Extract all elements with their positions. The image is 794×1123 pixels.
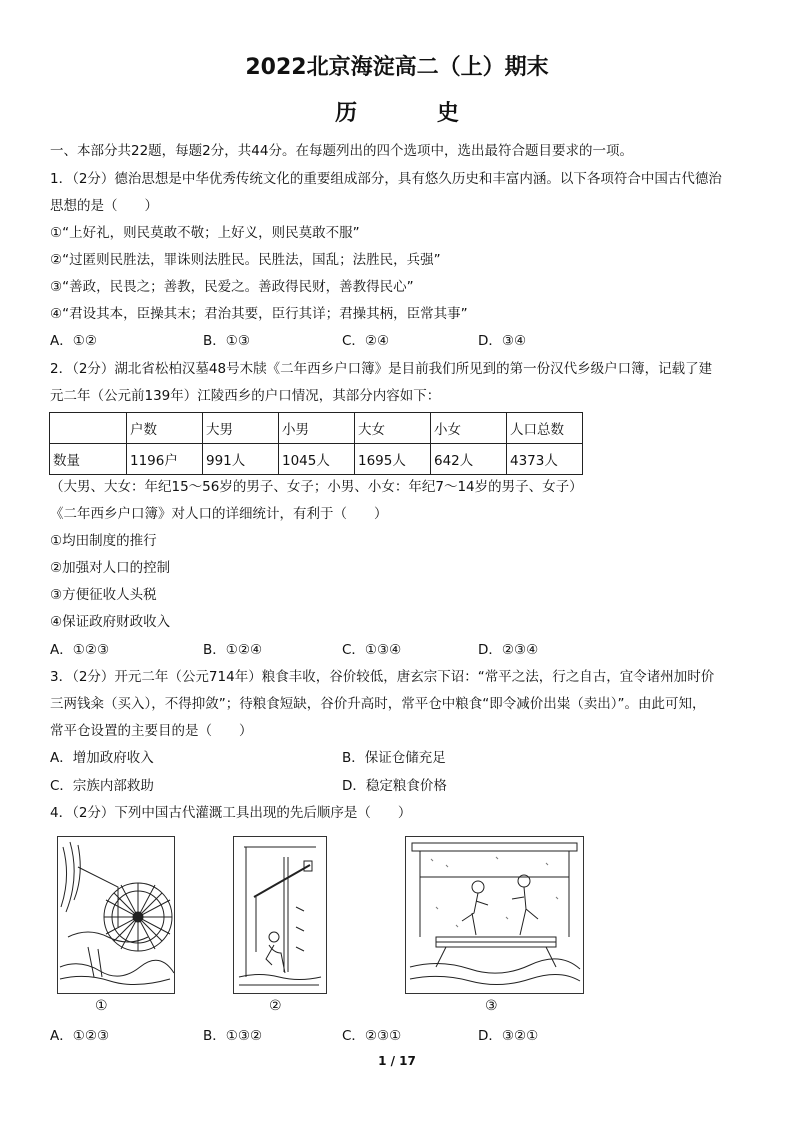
q3-stem-line1: 3．（2分）开元二年（公元714年）粮食丰收，谷价较低，唐玄宗下诏：“常平之法，行之自古，宜令诸州加时价 [50, 669, 715, 685]
table-row [50, 444, 583, 475]
table-cell: 991人 [203, 444, 279, 475]
table-header-cell: 小男 [279, 413, 355, 444]
q1-option-a[interactable]: A．①② [50, 333, 97, 349]
table-cell: 1196户 [127, 444, 203, 475]
table-header-cell [50, 413, 127, 444]
q2-stem-line1: 2．（2分）湖北省松柏汉墓48号木牍《二年西乡户口簿》是目前我们所见到的第一份汉代乡级户口簿，记载了建 [50, 361, 713, 377]
q2-option-d[interactable]: D．②③④ [478, 642, 539, 658]
q2-stem-line2: 元二年（公元前139年）江陵西乡的户口情况，其部分内容如下： [50, 388, 441, 404]
table-cell: 1695人 [355, 444, 431, 475]
q1-option-b[interactable]: B．①③ [203, 333, 250, 349]
table-header-cell: 户数 [127, 413, 203, 444]
census-table [49, 412, 583, 475]
table-cell: 数量 [50, 444, 127, 475]
table-cell: 1045人 [279, 444, 355, 475]
q2-question: 《二年西乡户口簿》对人口的详细统计，有利于（ ） [50, 506, 388, 522]
q1-item-1: ①“上好礼，则民莫敢不敬；上好义，则民莫敢不服” [50, 225, 360, 241]
q2-item-4: ④保证政府财政收入 [50, 614, 171, 630]
q4-option-c[interactable]: C．②③① [342, 1028, 402, 1044]
q2-item-2: ②加强对人口的控制 [50, 560, 171, 576]
table-header-cell: 大男 [203, 413, 279, 444]
q3-option-c[interactable]: C．宗族内部救助 [50, 778, 154, 794]
image-caption-3: ③ [485, 998, 498, 1014]
q3-option-a[interactable]: A．增加政府收入 [50, 750, 154, 766]
section-instructions: 一、本部分共22题，每题2分，共44分。在每题列出的四个选项中，选出最符合题目要求的一项。 [50, 143, 633, 159]
image-caption-2: ② [269, 998, 282, 1014]
waterwheel-image [57, 836, 175, 994]
q2-item-3: ③方便征收人头税 [50, 587, 157, 603]
q3-option-b[interactable]: B．保证仓储充足 [342, 750, 446, 766]
table-header-row [50, 413, 583, 444]
page-title: 2022北京海淀高二（上）期末 [245, 55, 549, 80]
q1-item-4: ④“君设其本，臣操其末；君治其要，臣行其详；君操其柄，臣常其事” [50, 306, 468, 322]
q2-note: （大男、大女：年纪15～56岁的男子、女子；小男、小女：年纪7～14岁的男子、女子） [50, 479, 583, 495]
shaduf-image [233, 836, 327, 994]
treadle-pump-image [405, 836, 584, 994]
q3-stem-line3: 常平仓设置的主要目的是（ ） [50, 723, 253, 739]
q1-stem-line2: 思想的是（ ） [50, 198, 158, 214]
table-header-cell: 大女 [355, 413, 431, 444]
table-cell: 4373人 [507, 444, 583, 475]
q3-option-d[interactable]: D．稳定粮食价格 [342, 778, 447, 794]
q4-option-d[interactable]: D．③②① [478, 1028, 539, 1044]
q1-stem-line1: 1．（2分）德治思想是中华优秀传统文化的重要组成部分，具有悠久历史和丰富内涵。以下各项符合中国古代德治 [50, 171, 722, 187]
page-number: 1 / 17 [378, 1054, 416, 1068]
q1-item-2: ②“过匿则民胜法，罪诛则法胜民。民胜法，国乱；法胜民，兵强” [50, 252, 441, 268]
q1-item-3: ③“善政，民畏之；善教，民爱之。善政得民财，善教得民心” [50, 279, 414, 295]
q2-option-a[interactable]: A．①②③ [50, 642, 110, 658]
q1-option-c[interactable]: C．②④ [342, 333, 390, 349]
table-header-cell: 人口总数 [507, 413, 583, 444]
table-cell: 642人 [431, 444, 507, 475]
subject-title: 历 史 [335, 101, 495, 126]
q2-item-1: ①均田制度的推行 [50, 533, 157, 549]
q4-option-a[interactable]: A．①②③ [50, 1028, 110, 1044]
q1-option-d[interactable]: D．③④ [478, 333, 527, 349]
q3-stem-line2: 三两钱籴（买入），不得抑敛”；待粮食短缺，谷价升高时，常平仓中粮食“即令减价出粜（卖出）”。由此可知， [50, 696, 706, 712]
q4-option-b[interactable]: B．①③② [203, 1028, 263, 1044]
q4-stem: 4．（2分）下列中国古代灌溉工具出现的先后顺序是（ ） [50, 805, 412, 821]
q2-option-b[interactable]: B．①②④ [203, 642, 263, 658]
table-header-cell: 小女 [431, 413, 507, 444]
image-caption-1: ① [95, 998, 108, 1014]
q2-option-c[interactable]: C．①③④ [342, 642, 402, 658]
